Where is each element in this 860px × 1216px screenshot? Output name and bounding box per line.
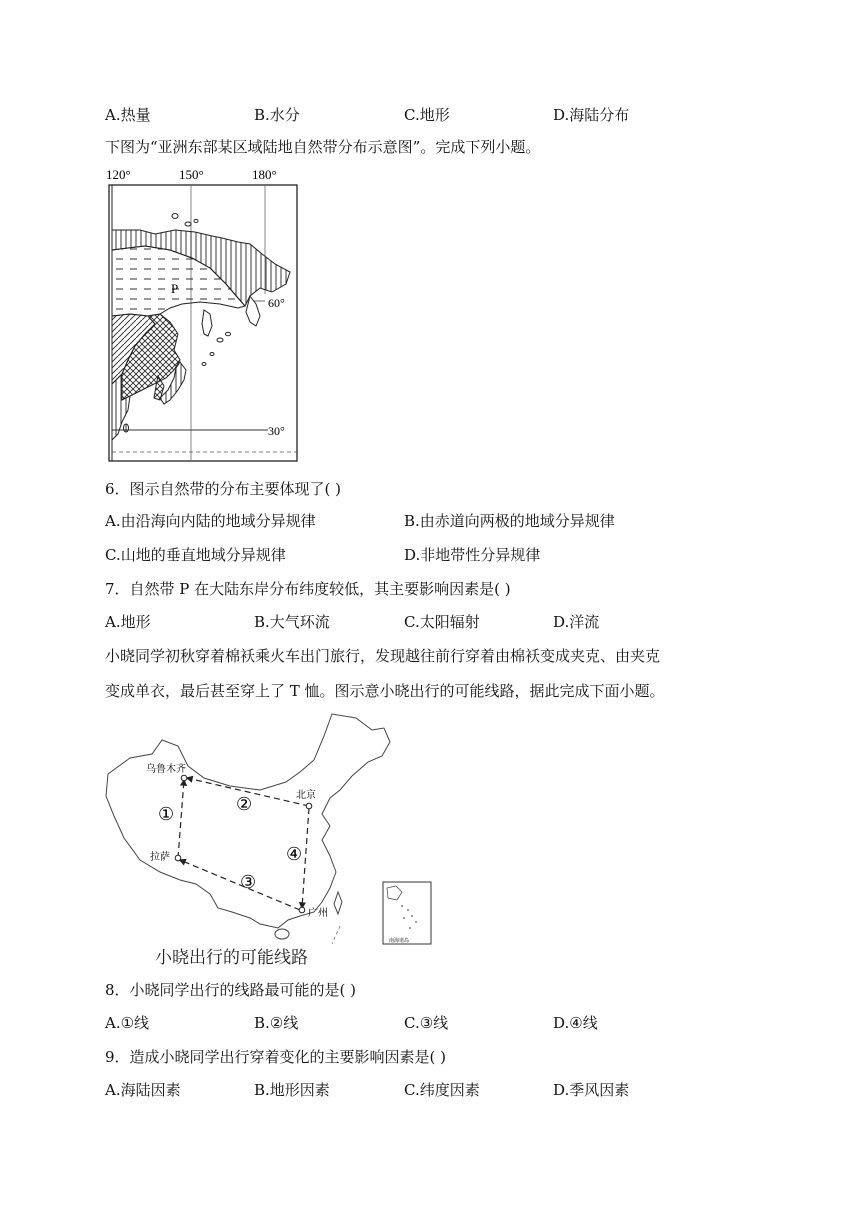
q9-option-d: D.季风因素	[553, 1081, 630, 1099]
lon-120-label: 120°	[106, 167, 131, 182]
q5-option-a: A.热量	[105, 106, 151, 124]
q7-option-b: B.大气环流	[254, 613, 330, 631]
natural-zone-map	[100, 164, 300, 464]
q6-option-d: D.非地带性分异规律	[404, 546, 541, 564]
q7-stem: 7．自然带 P 在大陆东岸分布纬度较低，其主要影响因素是( )	[105, 580, 511, 598]
route-4-label: ④	[286, 844, 303, 864]
taiwan-outline	[334, 892, 342, 914]
lhasa-label: 拉萨	[150, 852, 170, 863]
guangzhou-label: 广州	[308, 908, 328, 919]
guangzhou-marker	[299, 907, 305, 913]
lat-30-label: 30°	[268, 424, 285, 438]
route-map-caption: 小晓出行的可能线路	[155, 948, 308, 968]
q9-option-b: B.地形因素	[254, 1081, 330, 1099]
q6-stem: 6．图示自然带的分布主要体现了( )	[105, 480, 342, 498]
island	[217, 338, 223, 342]
q8-option-b: B.②线	[254, 1014, 299, 1032]
q8-option-d: D.④线	[553, 1014, 598, 1032]
lon-150-label: 150°	[179, 167, 204, 182]
intro-travel-line1: 小晓同学初秋穿着棉袄乘火车出门旅行，发现越往前行穿着由棉袄变成夹克、由夹克	[105, 647, 661, 665]
q7-option-d: D.洋流	[553, 613, 600, 631]
q7-option-c: C.太阳辐射	[404, 613, 480, 631]
route-1-label: ①	[158, 804, 175, 824]
q9-option-a: A.海陆因素	[105, 1081, 181, 1099]
island	[226, 332, 231, 336]
island	[202, 363, 206, 366]
q8-option-a: A.①线	[105, 1014, 150, 1032]
beijing-marker	[306, 803, 312, 809]
q5-option-d: D.海陆分布	[553, 106, 630, 124]
island	[185, 222, 191, 226]
beijing-label: 北京	[296, 790, 316, 801]
island	[172, 214, 178, 219]
taiwan-outline	[124, 424, 129, 432]
q5-option-b: B.水分	[254, 106, 300, 124]
sakhalin-outline	[202, 310, 212, 336]
q6-option-a: A.由沿海向内陆的地域分异规律	[105, 512, 316, 530]
route-4-line	[302, 808, 309, 908]
route-3-label: ③	[240, 872, 257, 892]
intro-travel-line2: 变成单衣，最后甚至穿上了 T 恤。图示意小晓出行的可能线路，据此完成下面小题。	[105, 682, 665, 700]
hainan-outline	[275, 929, 289, 939]
island	[210, 353, 214, 356]
china-outline	[106, 714, 390, 928]
q6-option-b: B.由赤道向两极的地域分异规律	[404, 512, 615, 530]
urumqi-marker	[181, 775, 187, 781]
urumqi-label: 乌鲁木齐	[146, 764, 186, 775]
q9-option-c: C.纬度因素	[404, 1081, 480, 1099]
travel-route-map	[100, 706, 445, 971]
intro-natural-zones: 下图为“亚洲东部某区域陆地自然带分布示意图”。完成下列小题。	[105, 138, 541, 156]
lon-180-label: 180°	[252, 167, 277, 182]
inset-label: 南海诸岛	[389, 939, 410, 944]
q6-option-c: C.山地的垂直地域分异规律	[105, 546, 286, 564]
q9-stem: 9．造成小晓同学出行穿着变化的主要影响因素是( )	[105, 1048, 447, 1066]
q8-stem: 8．小晓同学出行的线路最可能的是( )	[105, 981, 357, 999]
island	[194, 219, 198, 222]
zone-p-label: P	[171, 281, 179, 296]
route-1-line	[178, 780, 184, 858]
route-2-label: ②	[236, 794, 253, 814]
q5-option-c: C.地形	[404, 106, 450, 124]
south-china-sea-inset	[383, 882, 431, 944]
q7-option-a: A.地形	[105, 613, 151, 631]
maritime-boundary	[332, 926, 340, 944]
lhasa-marker	[175, 855, 181, 861]
lat-60-label: 60°	[268, 296, 285, 310]
q8-option-c: C.③线	[404, 1014, 449, 1032]
